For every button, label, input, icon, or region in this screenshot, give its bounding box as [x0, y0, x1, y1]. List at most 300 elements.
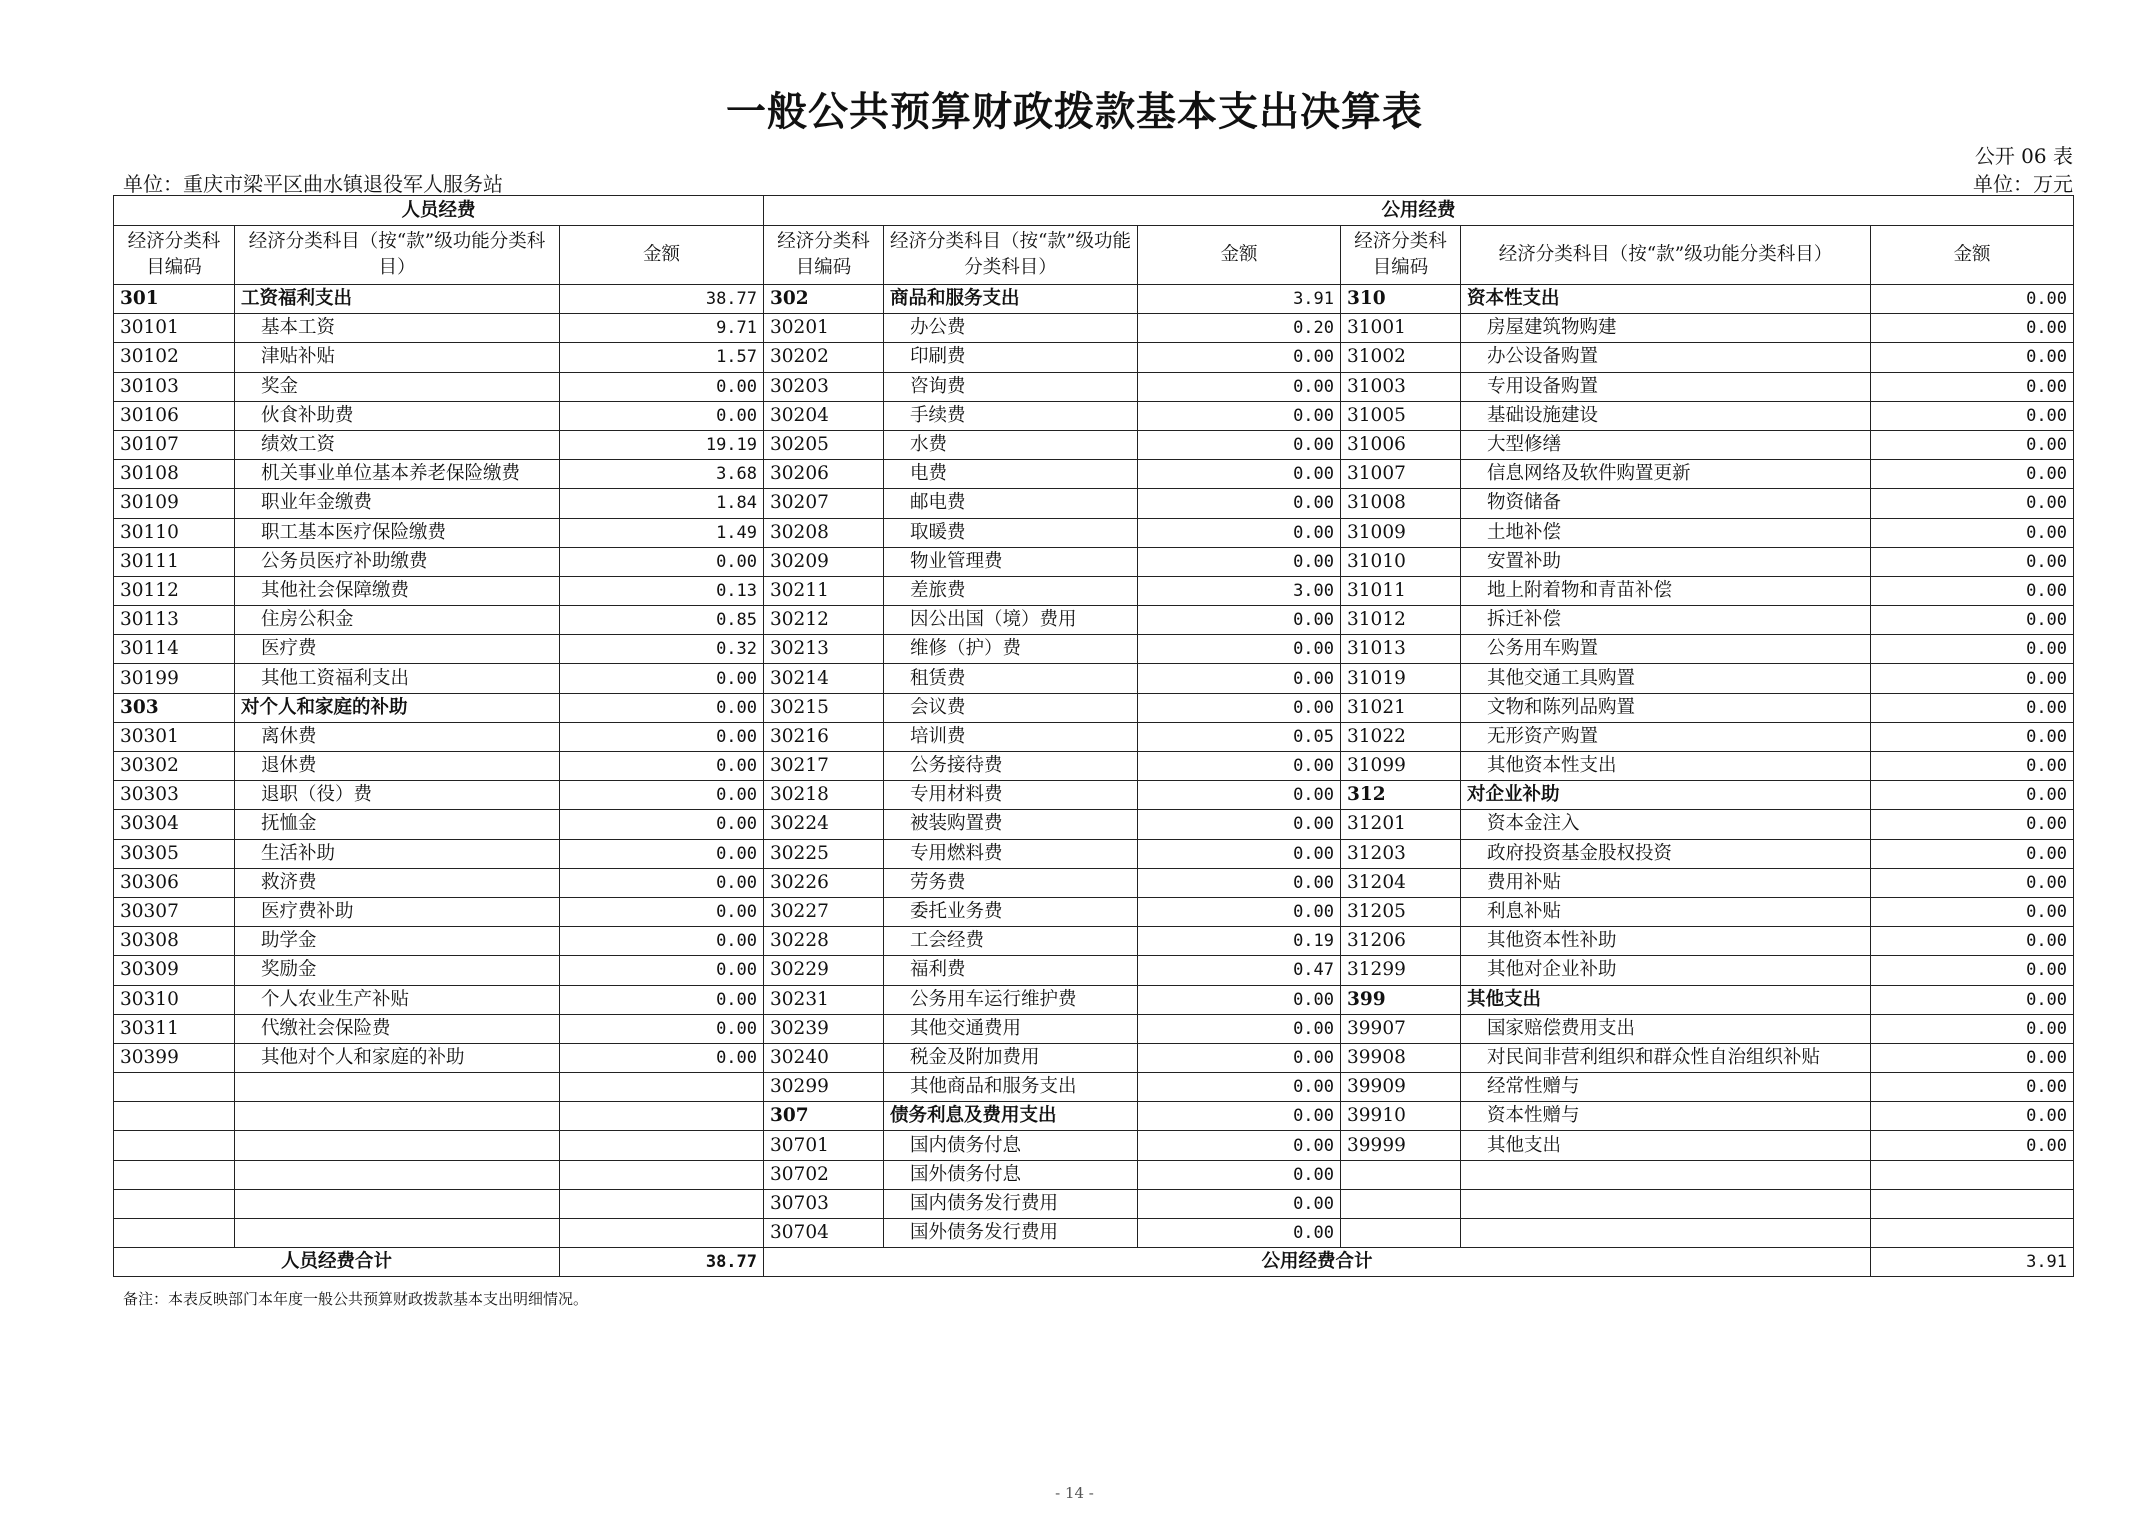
item-code: 31099: [1341, 752, 1461, 781]
item-code: 303: [114, 693, 235, 722]
item-amount: 9.71: [560, 314, 764, 343]
item-code: 399: [1341, 985, 1461, 1014]
item-code: 30228: [764, 927, 884, 956]
col-header-amount: 金额: [1138, 226, 1341, 285]
item-amount: 0.00: [1138, 752, 1341, 781]
item-code: 30114: [114, 635, 235, 664]
table-row: [114, 810, 2074, 839]
personnel-total-label: 人员经费合计: [114, 1248, 560, 1277]
item-amount: 0.00: [1138, 635, 1341, 664]
item-code: 30229: [764, 956, 884, 985]
item-amount: 0.00: [1871, 810, 2074, 839]
table-row: [114, 401, 2074, 430]
item-name: 退职（役）费: [235, 781, 560, 810]
item-amount: 0.32: [560, 635, 764, 664]
item-amount: 0.00: [1871, 781, 2074, 810]
col-header-name: 经济分类科目（按“款”级功能分类科目）: [884, 226, 1138, 285]
item-amount: [560, 1189, 764, 1218]
item-code: 30305: [114, 839, 235, 868]
item-code: 30101: [114, 314, 235, 343]
item-name: 福利费: [884, 956, 1138, 985]
item-code: 30304: [114, 810, 235, 839]
item-name: [1461, 1219, 1871, 1248]
item-name: 地上附着物和青苗补偿: [1461, 576, 1871, 605]
item-code: 39909: [1341, 1073, 1461, 1102]
item-name: 差旅费: [884, 576, 1138, 605]
item-code: 30206: [764, 460, 884, 489]
item-code: 31002: [1341, 343, 1461, 372]
table-row: [114, 897, 2074, 926]
col-header-code: 经济分类科目编码: [1341, 226, 1461, 285]
item-amount: 0.00: [1138, 606, 1341, 635]
item-name: 房屋建筑物购建: [1461, 314, 1871, 343]
item-name: 劳务费: [884, 868, 1138, 897]
item-code: 302: [764, 285, 884, 314]
item-name: 退休费: [235, 752, 560, 781]
table-row: [114, 781, 2074, 810]
totals-row: [114, 1248, 2074, 1277]
item-code: 31009: [1341, 518, 1461, 547]
item-code: [114, 1073, 235, 1102]
item-amount: [1871, 1160, 2074, 1189]
item-code: 31011: [1341, 576, 1461, 605]
item-amount: 0.00: [560, 868, 764, 897]
item-code: 30213: [764, 635, 884, 664]
item-name: [235, 1131, 560, 1160]
item-name: 其他交通费用: [884, 1014, 1138, 1043]
item-name: 咨询费: [884, 372, 1138, 401]
item-code: 30204: [764, 401, 884, 430]
item-amount: 0.00: [1871, 489, 2074, 518]
item-amount: 0.00: [1871, 285, 2074, 314]
table-row: [114, 868, 2074, 897]
table-row: [114, 285, 2074, 314]
item-name: 对民间非营利组织和群众性自治组织补贴: [1461, 1043, 1871, 1072]
item-code: 30103: [114, 372, 235, 401]
item-amount: 0.00: [1138, 372, 1341, 401]
item-amount: 0.00: [1138, 489, 1341, 518]
item-code: 30303: [114, 781, 235, 810]
public-total-label: 公用经费合计: [764, 1248, 1871, 1277]
item-code: 30211: [764, 576, 884, 605]
item-amount: 19.19: [560, 430, 764, 459]
item-code: 30702: [764, 1160, 884, 1189]
personnel-total-value: 38.77: [560, 1248, 764, 1277]
item-code: [1341, 1189, 1461, 1218]
item-name: 费用补贴: [1461, 868, 1871, 897]
item-amount: 0.00: [1871, 430, 2074, 459]
item-name: [235, 1189, 560, 1218]
item-amount: 0.00: [560, 401, 764, 430]
item-name: 安置补助: [1461, 547, 1871, 576]
item-name: [235, 1102, 560, 1131]
item-code: 30107: [114, 430, 235, 459]
item-amount: 0.00: [1871, 722, 2074, 751]
item-name: 国外债务付息: [884, 1160, 1138, 1189]
col-header-amount: 金额: [1871, 226, 2074, 285]
table-row: [114, 839, 2074, 868]
item-name: 机关事业单位基本养老保险缴费: [235, 460, 560, 489]
item-amount: 0.00: [1138, 1073, 1341, 1102]
item-amount: 0.00: [1138, 460, 1341, 489]
item-name: 基本工资: [235, 314, 560, 343]
item-amount: 0.00: [560, 547, 764, 576]
item-code: 30307: [114, 897, 235, 926]
item-amount: 0.00: [1871, 1043, 2074, 1072]
item-amount: 3.00: [1138, 576, 1341, 605]
table-row: [114, 1219, 2074, 1248]
table-row: [114, 606, 2074, 635]
item-amount: 0.00: [1871, 343, 2074, 372]
item-amount: 0.00: [1138, 1131, 1341, 1160]
item-amount: 0.00: [560, 810, 764, 839]
item-code: 39907: [1341, 1014, 1461, 1043]
item-code: 301: [114, 285, 235, 314]
item-name: 维修（护）费: [884, 635, 1138, 664]
item-name: 其他资本性支出: [1461, 752, 1871, 781]
item-name: [235, 1073, 560, 1102]
item-code: 39908: [1341, 1043, 1461, 1072]
item-code: 30201: [764, 314, 884, 343]
item-name: 无形资产购置: [1461, 722, 1871, 751]
item-name: 其他工资福利支出: [235, 664, 560, 693]
item-name: 税金及附加费用: [884, 1043, 1138, 1072]
item-code: 30215: [764, 693, 884, 722]
item-name: 对企业补助: [1461, 781, 1871, 810]
item-amount: 0.00: [1871, 576, 2074, 605]
page-title: 一般公共预算财政拨款基本支出决算表: [726, 88, 1423, 135]
item-name: 国内债务发行费用: [884, 1189, 1138, 1218]
item-code: 30309: [114, 956, 235, 985]
item-amount: 0.13: [560, 576, 764, 605]
table-row: [114, 547, 2074, 576]
item-name: 会议费: [884, 693, 1138, 722]
item-code: 31001: [1341, 314, 1461, 343]
table-row: [114, 927, 2074, 956]
table-row: [114, 635, 2074, 664]
table-row: [114, 664, 2074, 693]
table-row: [114, 1073, 2074, 1102]
item-amount: 38.77: [560, 285, 764, 314]
item-amount: 0.00: [1871, 897, 2074, 926]
item-code: 31204: [1341, 868, 1461, 897]
item-name: 办公费: [884, 314, 1138, 343]
item-name: 其他对个人和家庭的补助: [235, 1043, 560, 1072]
item-code: 30109: [114, 489, 235, 518]
item-name: 印刷费: [884, 343, 1138, 372]
item-amount: 0.00: [1871, 752, 2074, 781]
item-name: 津贴补贴: [235, 343, 560, 372]
item-code: 30202: [764, 343, 884, 372]
item-name: 其他资本性补助: [1461, 927, 1871, 956]
item-code: 31012: [1341, 606, 1461, 635]
table-row: [114, 343, 2074, 372]
item-amount: 0.00: [1871, 518, 2074, 547]
table-row: [114, 460, 2074, 489]
item-amount: 0.00: [1138, 1043, 1341, 1072]
item-code: 30224: [764, 810, 884, 839]
item-name: 邮电费: [884, 489, 1138, 518]
item-code: 31206: [1341, 927, 1461, 956]
table-note: 备注：本表反映部门本年度一般公共预算财政拨款基本支出明细情况。: [123, 1290, 589, 1308]
table-row: [114, 722, 2074, 751]
item-amount: 0.00: [560, 927, 764, 956]
item-code: 31010: [1341, 547, 1461, 576]
item-code: 30216: [764, 722, 884, 751]
personnel-group-header: 人员经费: [114, 196, 764, 226]
item-amount: 0.85: [560, 606, 764, 635]
item-code: 31008: [1341, 489, 1461, 518]
item-name: 奖金: [235, 372, 560, 401]
item-amount: 0.00: [1138, 810, 1341, 839]
item-amount: 0.00: [1138, 985, 1341, 1014]
item-name: 其他对企业补助: [1461, 956, 1871, 985]
item-code: 30299: [764, 1073, 884, 1102]
item-code: 30301: [114, 722, 235, 751]
item-amount: 0.00: [1138, 897, 1341, 926]
item-name: 专用燃料费: [884, 839, 1138, 868]
item-code: 31021: [1341, 693, 1461, 722]
item-amount: 0.00: [1871, 927, 2074, 956]
item-amount: [560, 1219, 764, 1248]
item-name: 医疗费: [235, 635, 560, 664]
item-code: 30704: [764, 1219, 884, 1248]
item-name: 职工基本医疗保险缴费: [235, 518, 560, 547]
item-name: 手续费: [884, 401, 1138, 430]
item-amount: 0.00: [560, 752, 764, 781]
item-name: 其他支出: [1461, 985, 1871, 1014]
form-number: 公开 06 表: [1974, 144, 2073, 168]
item-amount: 0.00: [560, 1014, 764, 1043]
item-name: 抚恤金: [235, 810, 560, 839]
item-name: 经常性赠与: [1461, 1073, 1871, 1102]
table-row: [114, 489, 2074, 518]
item-name: 其他商品和服务支出: [884, 1073, 1138, 1102]
item-amount: [560, 1102, 764, 1131]
item-name: 工会经费: [884, 927, 1138, 956]
item-amount: 0.00: [560, 1043, 764, 1072]
item-name: 个人农业生产补贴: [235, 985, 560, 1014]
table-row: [114, 1043, 2074, 1072]
item-amount: 0.00: [1138, 343, 1341, 372]
group-header-row: [114, 196, 2074, 226]
item-code: 31003: [1341, 372, 1461, 401]
item-name: 资本金注入: [1461, 810, 1871, 839]
expenditure-table: [113, 195, 2074, 1277]
item-amount: 0.00: [560, 956, 764, 985]
item-amount: 0.00: [1138, 430, 1341, 459]
item-amount: 0.00: [1871, 956, 2074, 985]
item-name: 取暖费: [884, 518, 1138, 547]
item-name: 水费: [884, 430, 1138, 459]
item-name: [1461, 1189, 1871, 1218]
item-code: 310: [1341, 285, 1461, 314]
item-code: 30226: [764, 868, 884, 897]
item-code: 30218: [764, 781, 884, 810]
item-amount: 0.00: [1138, 1014, 1341, 1043]
item-name: 生活补助: [235, 839, 560, 868]
item-name: 伙食补助费: [235, 401, 560, 430]
item-amount: 0.00: [1138, 693, 1341, 722]
item-name: 土地补偿: [1461, 518, 1871, 547]
item-name: 因公出国（境）费用: [884, 606, 1138, 635]
item-code: 31299: [1341, 956, 1461, 985]
col-header-code: 经济分类科目编码: [764, 226, 884, 285]
table-row: [114, 518, 2074, 547]
item-name: 公务用车购置: [1461, 635, 1871, 664]
item-amount: 0.00: [1871, 868, 2074, 897]
item-code: 30113: [114, 606, 235, 635]
item-code: 31007: [1341, 460, 1461, 489]
item-code: 30240: [764, 1043, 884, 1072]
item-code: 30311: [114, 1014, 235, 1043]
table-row: [114, 576, 2074, 605]
col-header-name: 经济分类科目（按“款”级功能分类科目）: [1461, 226, 1871, 285]
item-name: 国家赔偿费用支出: [1461, 1014, 1871, 1043]
table-row: [114, 372, 2074, 401]
organization-unit: 单位：重庆市梁平区曲水镇退役军人服务站: [123, 172, 503, 196]
item-code: 31203: [1341, 839, 1461, 868]
item-name: 助学金: [235, 927, 560, 956]
item-code: [114, 1189, 235, 1218]
item-amount: 0.00: [1871, 839, 2074, 868]
item-name: 基础设施建设: [1461, 401, 1871, 430]
item-amount: 0.00: [1138, 781, 1341, 810]
table-row: [114, 1131, 2074, 1160]
item-code: [1341, 1219, 1461, 1248]
item-amount: 0.00: [1871, 1073, 2074, 1102]
item-code: 30399: [114, 1043, 235, 1072]
item-name: 国外债务发行费用: [884, 1219, 1138, 1248]
table-row: [114, 1014, 2074, 1043]
item-amount: [1871, 1189, 2074, 1218]
item-amount: 0.00: [1138, 839, 1341, 868]
item-code: 30217: [764, 752, 884, 781]
item-code: 30209: [764, 547, 884, 576]
column-header-row: [114, 226, 2074, 285]
item-name: 绩效工资: [235, 430, 560, 459]
item-amount: 0.00: [1138, 518, 1341, 547]
item-name: 电费: [884, 460, 1138, 489]
item-amount: 0.00: [1138, 1189, 1341, 1218]
item-name: 离休费: [235, 722, 560, 751]
item-code: 30227: [764, 897, 884, 926]
item-name: 住房公积金: [235, 606, 560, 635]
item-code: [114, 1102, 235, 1131]
table-row: [114, 956, 2074, 985]
item-code: 30703: [764, 1189, 884, 1218]
item-name: 职业年金缴费: [235, 489, 560, 518]
item-name: 物业管理费: [884, 547, 1138, 576]
item-code: 31201: [1341, 810, 1461, 839]
item-name: 医疗费补助: [235, 897, 560, 926]
item-amount: 1.57: [560, 343, 764, 372]
table-row: [114, 1102, 2074, 1131]
table-row: [114, 693, 2074, 722]
item-code: [114, 1160, 235, 1189]
item-amount: 0.05: [1138, 722, 1341, 751]
item-code: 30205: [764, 430, 884, 459]
item-amount: 0.00: [1871, 635, 2074, 664]
item-code: 31022: [1341, 722, 1461, 751]
col-header-amount: 金额: [560, 226, 764, 285]
item-name: 代缴社会保险费: [235, 1014, 560, 1043]
item-name: 委托业务费: [884, 897, 1138, 926]
item-name: [1461, 1160, 1871, 1189]
item-amount: 0.00: [1138, 868, 1341, 897]
item-amount: 0.00: [560, 985, 764, 1014]
item-code: 30231: [764, 985, 884, 1014]
item-name: 专用设备购置: [1461, 372, 1871, 401]
item-name: 利息补贴: [1461, 897, 1871, 926]
item-name: 大型修缮: [1461, 430, 1871, 459]
item-amount: 0.00: [1871, 606, 2074, 635]
item-amount: 0.00: [1138, 1160, 1341, 1189]
item-amount: 0.00: [1871, 693, 2074, 722]
item-name: 文物和陈列品购置: [1461, 693, 1871, 722]
item-name: 被装购置费: [884, 810, 1138, 839]
item-amount: 0.00: [560, 722, 764, 751]
item-code: 30208: [764, 518, 884, 547]
item-amount: [560, 1131, 764, 1160]
item-code: [1341, 1160, 1461, 1189]
item-code: [114, 1131, 235, 1160]
item-amount: 0.47: [1138, 956, 1341, 985]
item-name: [235, 1160, 560, 1189]
item-amount: 0.00: [1138, 1219, 1341, 1248]
item-code: 30102: [114, 343, 235, 372]
item-amount: 0.00: [560, 664, 764, 693]
item-code: 30207: [764, 489, 884, 518]
item-code: 31013: [1341, 635, 1461, 664]
item-code: 30302: [114, 752, 235, 781]
table-row: [114, 314, 2074, 343]
item-amount: 0.00: [1871, 1014, 2074, 1043]
item-amount: 0.00: [560, 781, 764, 810]
item-name: 资本性支出: [1461, 285, 1871, 314]
item-amount: 0.00: [560, 372, 764, 401]
item-code: 312: [1341, 781, 1461, 810]
item-amount: 0.00: [1871, 664, 2074, 693]
item-code: [114, 1219, 235, 1248]
item-amount: 3.68: [560, 460, 764, 489]
item-name: 债务利息及费用支出: [884, 1102, 1138, 1131]
currency-unit: 单位：万元: [1973, 172, 2073, 196]
table-row: [114, 1160, 2074, 1189]
item-code: 30106: [114, 401, 235, 430]
item-amount: 0.00: [1871, 460, 2074, 489]
table-row: [114, 752, 2074, 781]
item-amount: 0.00: [1871, 314, 2074, 343]
item-amount: 0.00: [560, 693, 764, 722]
item-name: 培训费: [884, 722, 1138, 751]
table-row: [114, 985, 2074, 1014]
item-amount: 0.00: [1138, 664, 1341, 693]
item-code: 30112: [114, 576, 235, 605]
item-code: 30111: [114, 547, 235, 576]
item-amount: 0.00: [1871, 1131, 2074, 1160]
item-amount: 1.84: [560, 489, 764, 518]
item-name: 对个人和家庭的补助: [235, 693, 560, 722]
item-name: 其他交通工具购置: [1461, 664, 1871, 693]
item-code: 31205: [1341, 897, 1461, 926]
item-name: 公务用车运行维护费: [884, 985, 1138, 1014]
item-code: 30225: [764, 839, 884, 868]
item-name: 租赁费: [884, 664, 1138, 693]
item-amount: 0.00: [1871, 1102, 2074, 1131]
public-total-value: 3.91: [1871, 1248, 2074, 1277]
item-name: 资本性赠与: [1461, 1102, 1871, 1131]
